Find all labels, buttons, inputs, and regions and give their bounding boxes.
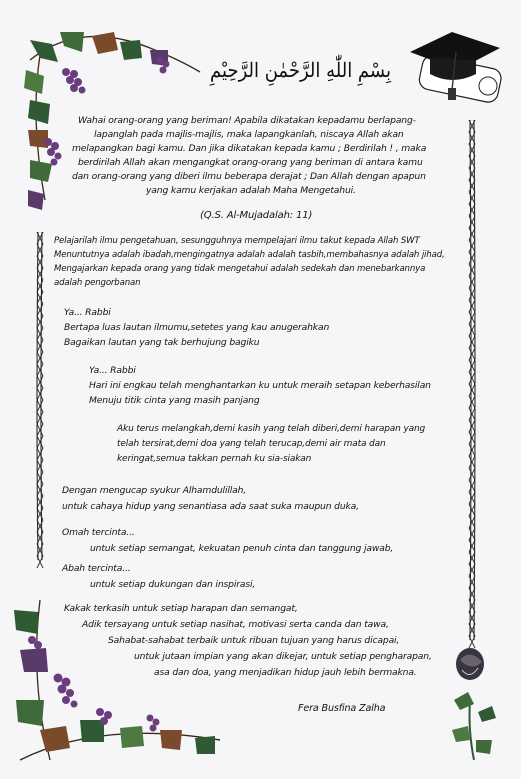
border-chain-link — [469, 228, 475, 240]
border-chain-link — [37, 436, 43, 448]
border-chain-link — [469, 504, 475, 516]
stanza-line: untuk setiap dukungan dan inspirasi, — [90, 579, 256, 590]
border-chain-link — [469, 408, 475, 420]
stanza-line: Omah tercinta... — [62, 527, 135, 538]
stanza-line: untuk jutaan impian yang akan dikejar, untuk setiap pengharapan, — [134, 651, 432, 662]
stanza-line: keringat,semua takkan pernah ku sia-siakan — [117, 454, 312, 464]
paragraph-line: Menuntutnya adalah ibadah,mengingatnya adalah adalah tasbih,membahasnya adalah jihad, — [54, 250, 445, 260]
intro-line: berdirilah Allah akan mengangkat orang-orang yang beriman di antara kamu — [78, 157, 423, 168]
border-chain-link — [469, 420, 475, 432]
border-chain-link — [469, 336, 475, 348]
border-chain-link — [469, 636, 475, 648]
border-chain-link — [469, 396, 475, 408]
border-chain-link — [469, 432, 475, 444]
border-chain-link — [469, 372, 475, 384]
border-chain-link — [37, 376, 43, 388]
border-chain-link — [469, 240, 475, 252]
border-chain-link — [469, 300, 475, 312]
border-chain-link — [37, 328, 43, 340]
intro-line: melapangkan bagi kamu. Dan jika dikatakan kepada kamu ; Berdirilah ! , maka — [72, 143, 427, 154]
border-chain-link — [469, 264, 475, 276]
border-chain-link — [37, 412, 43, 424]
intro-line: lapanglah pada majlis-majlis, maka lapangkanlah, niscaya Allah akan — [94, 129, 404, 140]
stanza-line: asa dan doa, yang menjadikan hidup jauh lebih bermakna. — [154, 667, 417, 678]
stanza-line: Sahabat-sahabat terbaik untuk ribuan tujuan yang harus dicapai, — [108, 635, 400, 646]
stanza-line: Adik tersayang untuk setiap nasihat, motivasi serta canda dan tawa, — [82, 619, 389, 630]
stanza-line: telah tersirat,demi doa yang telah terucap,demi air mata dan — [117, 439, 386, 449]
stanza-line: Kakak terkasih untuk setiap harapan dan semangat, — [64, 603, 298, 614]
intro-line: dan orang-orang yang diberi ilmu beberapa derajat ; Dan Allah dengan apapun — [72, 171, 426, 182]
rose-icon — [452, 648, 496, 760]
stanza-line: Menuju titik cinta yang masih panjang — [89, 395, 260, 406]
border-chain-link — [37, 388, 43, 400]
border-chain-link — [37, 556, 43, 568]
border-chain-link — [469, 444, 475, 456]
border-chain-link — [469, 360, 475, 372]
border-chain-link — [37, 364, 43, 376]
border-chain-link — [469, 276, 475, 288]
stanza-line: Hari ini engkau telah menghantarkan ku untuk meraih setapan keberhasilan — [89, 380, 431, 391]
border-chain-link — [469, 456, 475, 468]
border-chain-link — [469, 288, 475, 300]
basmala-calligraphy: بِسْمِ اللّٰهِ الرَّحْمٰنِ الرَّحِيْمِ — [210, 58, 391, 82]
author-signature: Fera Busfina Zalha — [298, 703, 386, 714]
stanza-line: Bagaikan lautan yang tak berhujung bagiku — [64, 337, 260, 348]
border-chain-link — [469, 516, 475, 528]
border-chain-link — [469, 480, 475, 492]
stanza-line: Aku terus melangkah,demi kasih yang telah diberi,demi harapan yang — [117, 424, 426, 434]
border-chain-link — [469, 252, 475, 264]
stanza-line: untuk setiap semangat, kekuatan penuh cinta dan tanggung jawab, — [90, 543, 394, 554]
border-chain-link — [469, 348, 475, 360]
paragraph-line: adalah pengorbanan — [54, 278, 141, 288]
border-chain-link — [37, 400, 43, 412]
border-chain-link — [37, 460, 43, 472]
stanza-line: Ya... Rabbi — [89, 365, 136, 376]
stanza-line: Dengan mengucap syukur Alhamdulillah, — [62, 485, 247, 496]
border-chain-link — [37, 316, 43, 328]
graduation-cap-icon — [410, 32, 503, 104]
paragraph-line: Mengajarkan kepada orang yang tidak mengetahui adalah sedekah dan menebarkannya — [54, 264, 426, 274]
border-chain-link — [469, 468, 475, 480]
border-chain-link — [469, 312, 475, 324]
border-chain-link — [37, 340, 43, 352]
border-chain-link — [37, 484, 43, 496]
stanza-line: Abah tercinta... — [62, 563, 131, 574]
intro-line: yang kamu kerjakan adalah Maha Mengetahui. — [146, 185, 356, 196]
border-chain-link — [37, 304, 43, 316]
stanza-line: Ya... Rabbi — [64, 307, 111, 318]
border-chain-link — [469, 384, 475, 396]
stanza-line: untuk cahaya hidup yang senantiasa ada saat suka maupun duka, — [62, 501, 359, 512]
border-chain-link — [469, 324, 475, 336]
paragraph-line: Pelajarilah ilmu pengetahuan, sesungguhnya mempelajari ilmu takut kepada Allah SWT — [54, 236, 420, 246]
border-chain-link — [469, 492, 475, 504]
border-chain-link — [37, 424, 43, 436]
border-chain-link — [37, 472, 43, 484]
intro-line: Wahai orang-orang yang beriman! Apabila dikatakan kepadamu berlapang- — [78, 115, 416, 126]
citation: (Q.S. Al-Mujadalah: 11) — [200, 210, 313, 221]
stanza-line: Bertapa luas lautan ilmumu,setetes yang kau anugerahkan — [64, 322, 330, 333]
border-chain-link — [37, 448, 43, 460]
border-chain-link — [37, 352, 43, 364]
